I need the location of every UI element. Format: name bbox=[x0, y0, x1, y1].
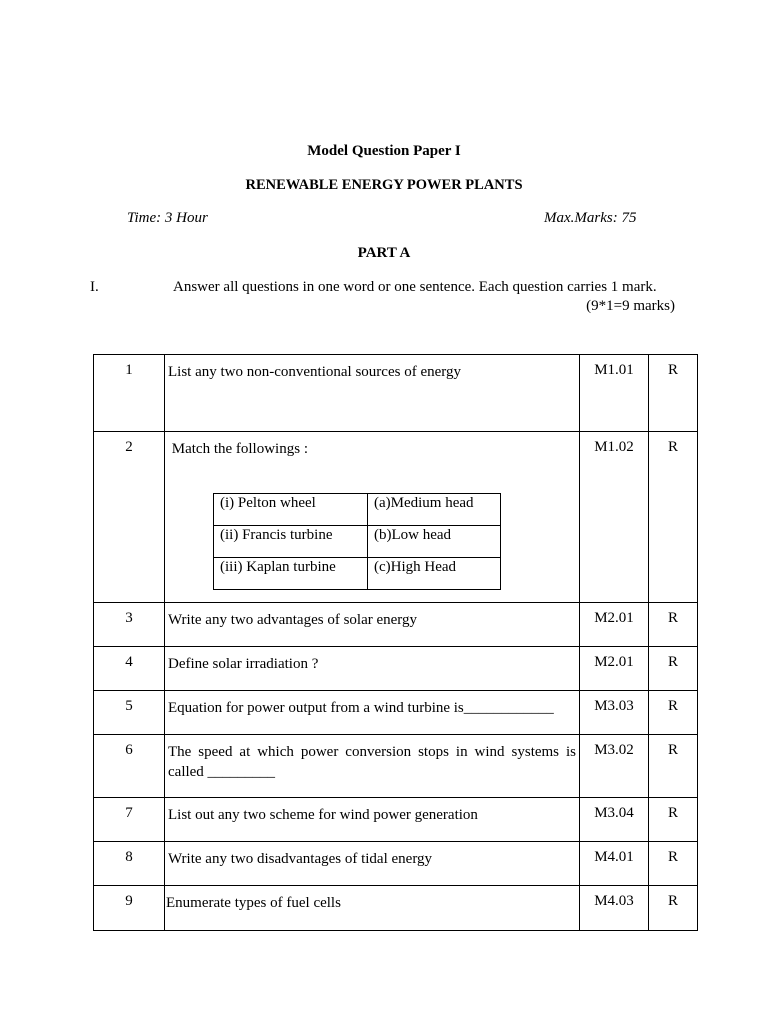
cognitive-level: R bbox=[649, 886, 698, 931]
module-code: M3.02 bbox=[580, 735, 649, 798]
question-number: 9 bbox=[94, 886, 165, 931]
question-row bbox=[94, 691, 698, 735]
section-instruction: Answer all questions in one word or one sentence. Each question carries 1 mark. bbox=[173, 279, 657, 295]
max-marks: Max.Marks: 75 bbox=[544, 210, 637, 226]
question-number: 3 bbox=[94, 603, 165, 647]
question-number: 5 bbox=[94, 691, 165, 735]
question-number: 7 bbox=[94, 798, 165, 842]
match-left: (iii) Kaplan turbine bbox=[214, 558, 368, 590]
cognitive-level: R bbox=[649, 603, 698, 647]
match-left: (ii) Francis turbine bbox=[214, 526, 368, 558]
questions-table bbox=[93, 354, 698, 931]
section-marks: (9*1=9 marks) bbox=[586, 298, 675, 314]
match-row bbox=[214, 526, 501, 558]
question-number: 6 bbox=[94, 735, 165, 798]
module-code: M1.02 bbox=[580, 432, 649, 603]
question-text: Enumerate types of fuel cells bbox=[165, 886, 580, 931]
match-table bbox=[213, 493, 501, 590]
question-row bbox=[94, 603, 698, 647]
match-row bbox=[214, 558, 501, 590]
question-cell bbox=[165, 432, 580, 603]
question-row bbox=[94, 842, 698, 886]
question-text: The speed at which power conversion stops in wind systems is called _________ bbox=[165, 735, 580, 798]
cognitive-level: R bbox=[649, 432, 698, 603]
cognitive-level: R bbox=[649, 842, 698, 886]
module-code: M2.01 bbox=[580, 647, 649, 691]
question-row bbox=[94, 886, 698, 931]
subject-title: RENEWABLE ENERGY POWER PLANTS bbox=[245, 177, 523, 193]
cognitive-level: R bbox=[649, 647, 698, 691]
match-row bbox=[214, 494, 501, 526]
question-row bbox=[94, 798, 698, 842]
question-text: Define solar irradiation ? bbox=[165, 647, 580, 691]
match-right: (b)Low head bbox=[368, 526, 501, 558]
question-number: 8 bbox=[94, 842, 165, 886]
exam-duration: Time: 3 Hour bbox=[127, 210, 208, 226]
question-text: List out any two scheme for wind power generation bbox=[165, 798, 580, 842]
paper-title: Model Question Paper I bbox=[307, 143, 461, 159]
module-code: M4.01 bbox=[580, 842, 649, 886]
cognitive-level: R bbox=[649, 798, 698, 842]
module-code: M3.03 bbox=[580, 691, 649, 735]
cognitive-level: R bbox=[649, 691, 698, 735]
question-text: Write any two disadvantages of tidal energy bbox=[165, 842, 580, 886]
cognitive-level: R bbox=[649, 735, 698, 798]
question-row bbox=[94, 735, 698, 798]
question-row bbox=[94, 432, 698, 603]
match-left: (i) Pelton wheel bbox=[214, 494, 368, 526]
question-number: 4 bbox=[94, 647, 165, 691]
question-text: Write any two advantages of solar energy bbox=[165, 603, 580, 647]
question-text: Equation for power output from a wind turbine is____________ bbox=[165, 691, 580, 735]
part-heading: PART A bbox=[357, 245, 411, 261]
question-text: Match the followings : bbox=[168, 441, 308, 457]
question-row bbox=[94, 647, 698, 691]
module-code: M4.03 bbox=[580, 886, 649, 931]
module-code: M2.01 bbox=[580, 603, 649, 647]
question-number: 1 bbox=[94, 355, 165, 432]
cognitive-level: R bbox=[649, 355, 698, 432]
question-text: List any two non-conventional sources of energy bbox=[165, 355, 580, 432]
question-row bbox=[94, 355, 698, 432]
match-right: (a)Medium head bbox=[368, 494, 501, 526]
section-numeral: I. bbox=[90, 279, 99, 295]
module-code: M1.01 bbox=[580, 355, 649, 432]
question-number: 2 bbox=[94, 432, 165, 603]
module-code: M3.04 bbox=[580, 798, 649, 842]
match-right: (c)High Head bbox=[368, 558, 501, 590]
